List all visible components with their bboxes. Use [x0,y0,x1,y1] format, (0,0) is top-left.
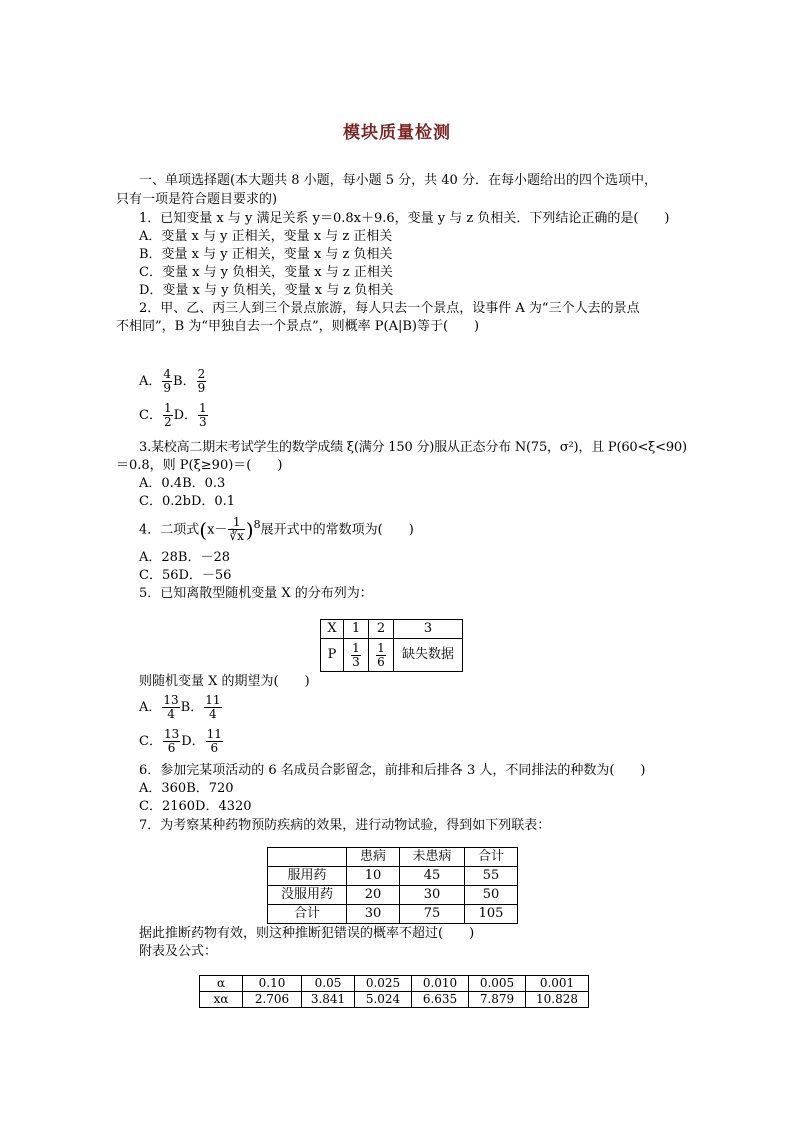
table-cell: 合计 [465,848,518,867]
q5-options-ab [139,694,223,721]
page-title: 模块质量检测 [343,123,451,143]
q5-p2-fraction: $\frac{1}{6}$ [377,640,385,669]
q2-option-d-fraction: $\frac{1}{3}$ [199,401,207,429]
table-row [268,886,518,905]
table-cell: 患病 [347,848,400,867]
table-cell: 0.005 [469,976,526,992]
q1-option-b: B．变量 x 与 y 正相关，变量 x 与 z 负相关 [139,247,393,262]
table-cell: 没服用药 [268,886,347,905]
table-cell: 20 [347,886,400,905]
q1-option-d: D．变量 x 与 y 负相关，变量 x 与 z 负相关 [139,283,394,298]
table-cell: X [321,620,344,639]
q5-options-cd [139,728,224,755]
q3-options-ab: A．0.4B．0.3 [139,476,226,491]
q5-option-a-label: A． [139,700,162,715]
q5-option-d-label: D． [181,734,205,749]
q2-options-ab [139,368,207,395]
q2-option-c-label: C． [139,408,162,423]
table-row [321,620,463,639]
table-cell: 2 [369,620,394,639]
q3-options-cd: C．0.2bD．0.1 [139,494,236,509]
q4-left-paren: ( [199,517,208,542]
q4-stem-suffix: 展开式中的常数项为( ) [260,522,414,538]
q2-option-b-label: B． [173,374,196,389]
q5-after-table: 则随机变量 X 的期望为( ) [139,674,310,689]
table-cell: 0.05 [302,976,355,992]
q4-power: 8 [253,518,261,531]
q7-stem: 7．为考察某种药物预防疾病的效果，进行动物试验，得到如下列联表： [139,818,551,833]
q2-option-c-fraction: $\frac{1}{2}$ [163,401,172,429]
q7-after-table-line2: 附表及公式： [139,944,218,959]
table-cell: P [321,639,344,672]
table-cell: xα [200,992,243,1008]
q5-option-b-label: B． [180,700,204,715]
q4-stem-prefix: 4．二项式 [139,522,200,538]
table-cell: α [200,976,243,992]
q3-stem-line2: ＝0.8，则 P(ξ≥90)＝( ) [116,458,283,473]
table-row [321,639,463,672]
q5-p1-fraction: $\frac{1}{3}$ [352,640,360,669]
q5-option-a-fraction: $\frac{13}{4}$ [163,693,179,721]
table-cell: 10 [347,867,400,886]
table-cell: 75 [400,905,465,924]
q1-option-a: A．变量 x 与 y 正相关，变量 x 与 z 正相关 [139,229,393,244]
q4-expr-x: x－ [207,522,228,538]
q2-option-a-label: A． [139,374,162,389]
q7-reference-table [199,975,589,1008]
section-intro-line1: 一、单项选择题(本大题共 8 小题，每小题 5 分，共 40 分．在每小题给出的四个选项中， [139,173,657,188]
table-cell: 30 [347,905,400,924]
q4-fraction: $\frac{1}{∛x}$ [229,515,244,544]
q6-options-ab: A．360B．720 [139,781,234,796]
section-intro-line2: 只有一项是符合题目要求的) [116,192,278,207]
q4-right-paren: ) [245,517,254,542]
table-cell [369,639,394,672]
table-cell: 0.025 [355,976,412,992]
table-cell: 6.635 [412,992,469,1008]
table-row [268,905,518,924]
q1-option-c: C．变量 x 与 y 负相关，变量 x 与 z 正相关 [139,265,393,280]
table-row [268,848,518,867]
table-cell: 3.841 [302,992,355,1008]
q5-option-b-fraction: $\frac{11}{4}$ [205,693,221,721]
q7-contingency-table [267,847,518,924]
table-cell [268,848,347,867]
table-cell: 缺失数据 [394,639,463,672]
table-cell [344,639,369,672]
table-row [268,867,518,886]
table-row [200,976,589,992]
table-cell: 合计 [268,905,347,924]
table-row [200,992,589,1008]
table-cell: 10.828 [526,992,589,1008]
q2-option-a-fraction: $\frac{4}{9}$ [163,367,172,395]
table-cell: 5.024 [355,992,412,1008]
table-cell: 7.879 [469,992,526,1008]
q4-options-ab: A．28B．－28 [139,550,231,565]
q6-stem: 6．参加完某项活动的 6 名成员合影留念，前排和后排各 3 人，不同排法的种数为( ) [139,763,646,778]
q5-stem: 5．已知离散型随机变量 X 的分布列为： [139,586,373,601]
q3-stem-line1: 3.某校高二期末考试学生的数学成绩 ξ(满分 150 分)服从正态分布 N(75，σ²)，且 P(60<ξ<90) [139,440,687,455]
q4-stem [139,516,414,543]
q2-option-b-fraction: $\frac{2}{9}$ [197,367,206,395]
q5-distribution-table [320,619,463,672]
q2-stem-line1: 2．甲、乙、丙三人到三个景点旅游，每人只去一个景点，设事件 A 为“三个人去的景点 [139,301,640,316]
q5-option-c-label: C． [139,734,162,749]
table-cell: 30 [400,886,465,905]
table-cell: 服用药 [268,867,347,886]
q4-options-cd: C．56D．－56 [139,568,232,583]
table-cell: 105 [465,905,518,924]
table-cell: 1 [344,620,369,639]
q1-stem: 1．已知变量 x 与 y 满足关系 y＝0.8x＋9.6，变量 y 与 z 负相关．下列结论正确的是( ) [139,211,670,226]
table-cell: 55 [465,867,518,886]
q5-option-d-fraction: $\frac{11}{6}$ [206,727,222,755]
table-cell: 50 [465,886,518,905]
table-cell: 0.10 [243,976,302,992]
table-cell: 45 [400,867,465,886]
q5-option-c-fraction: $\frac{13}{6}$ [163,727,180,755]
table-cell: 3 [394,620,463,639]
q7-after-table-line1: 据此推断药物有效，则这种推断犯错误的概率不超过( ) [139,926,475,941]
q2-option-d-label: D． [173,408,198,423]
table-cell: 未患病 [400,848,465,867]
table-cell: 0.001 [526,976,589,992]
table-cell: 2.706 [243,992,302,1008]
q2-options-cd [139,402,209,429]
q6-options-cd: C．2160D．4320 [139,799,252,814]
q2-stem-line2: 不相同”，B 为“甲独自去一个景点”，则概率 P(A|B)等于( ) [116,319,480,334]
table-cell: 0.010 [412,976,469,992]
